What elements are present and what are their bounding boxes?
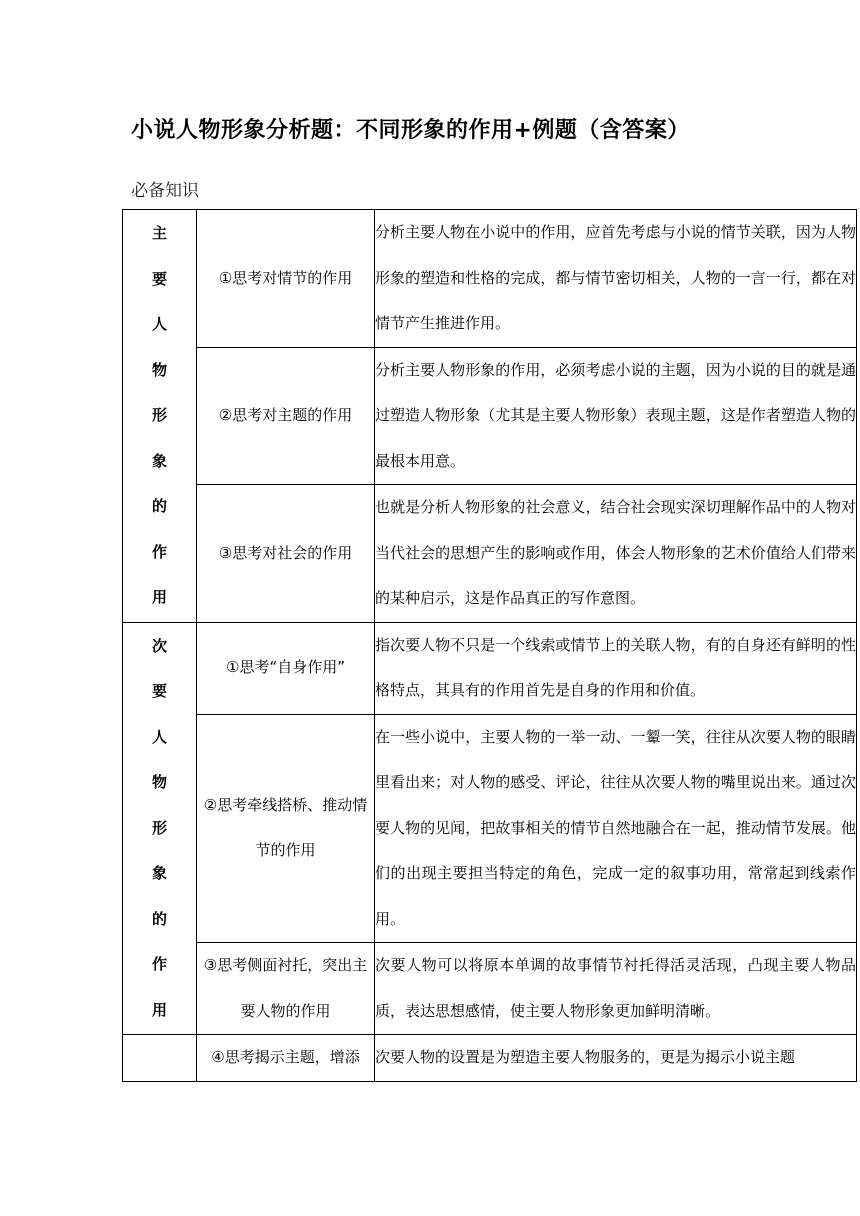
aspect-text: ②思考对主题的作用	[218, 406, 353, 424]
table-row	[123, 210, 857, 348]
category-char: 象	[151, 864, 167, 882]
aspect-cell	[197, 714, 375, 943]
category-main-label	[123, 211, 196, 621]
aspect-text: ④思考揭示主题，增添	[211, 1048, 360, 1067]
aspect-cell	[197, 347, 375, 485]
category-char: 用	[151, 1000, 167, 1019]
aspect-text: ①思考“自身作用”	[226, 658, 345, 677]
description-cell: 次要人物可以将原本单调的故事情节衬托得活灵活现，凸现主要人物品质，表达思想感情，使主要人物形象更加鲜明清晰。	[375, 943, 857, 1035]
section-heading: 必备知识	[131, 181, 199, 201]
description-cell: 在一些小说中，主要人物的一举一动、一颦一笑，往往从次要人物的眼睛里看出来；对人物的感受、评论，往往从次要人物的嘴里说出来。通过次要人物的见闻，把故事相关的情节自然地融合在一起，推动情节发展。他们的出现主要担当特定的角色，完成一定的叙事功用，常常起到线索作用。	[375, 714, 857, 943]
aspect-text: ②思考牵线搭桥、推动情节的作用	[203, 795, 368, 860]
category-secondary	[123, 622, 197, 1035]
category-char: 次	[151, 636, 167, 655]
category-char: 形	[151, 406, 167, 424]
category-char: 人	[151, 315, 167, 333]
category-char: 人	[151, 727, 167, 746]
description-cell: 分析主要人物形象的作用，必须考虑小说的主题，因为小说的目的就是通过塑造人物形象（尤其是主要人物形象）表现主题，这是作者塑造人物的最根本用意。	[375, 347, 857, 485]
aspect-text: ①思考对情节的作用	[218, 268, 353, 287]
aspect-text: ③思考对社会的作用	[218, 543, 353, 562]
category-char: 要	[151, 269, 167, 288]
category-char: 作	[151, 955, 167, 973]
aspect-cell	[197, 485, 375, 623]
aspect-cell	[197, 1035, 375, 1082]
category-char: 要	[151, 682, 167, 700]
knowledge-table	[122, 209, 857, 1082]
table-row	[123, 485, 857, 623]
description-cell: 分析主要人物在小说中的作用，应首先考虑与小说的情节关联，因为人物形象的塑造和性格的完成，都与情节密切相关，人物的一言一行，都在对情节产生推进作用。	[375, 210, 857, 348]
aspect-cell	[197, 943, 375, 1035]
category-char: 主	[151, 224, 167, 242]
table-row	[123, 714, 857, 943]
category-main	[123, 210, 197, 623]
table-row	[123, 347, 857, 485]
description-cell: 也就是分析人物形象的社会意义，结合社会现实深切理解作品中的人物对当代社会的思想产生的影响或作用，体会人物形象的艺术价值给人们带来的某种启示，这是作品真正的写作意图。	[375, 485, 857, 623]
page-title: 小说人物形象分析题：不同形象的作用+例题（含答案）	[131, 118, 690, 143]
table-row	[123, 1035, 857, 1082]
table-row	[123, 943, 857, 1035]
category-char: 作	[151, 542, 167, 561]
category-char: 的	[151, 909, 167, 928]
table-row	[123, 622, 857, 714]
aspect-text: ③思考侧面衬托，突出主要人物的作用	[203, 956, 368, 1020]
category-secondary-label	[123, 624, 196, 1034]
aspect-cell	[197, 210, 375, 348]
category-char: 用	[151, 588, 167, 606]
category-char: 的	[151, 497, 167, 515]
category-char: 象	[151, 451, 167, 470]
category-char: 物	[151, 360, 167, 379]
aspect-cell	[197, 622, 375, 714]
description-cell: 指次要人物不只是一个线索或情节上的关联人物，有的自身还有鲜明的性格特点，其具有的作用首先是自身的作用和价值。	[375, 622, 857, 714]
category-char: 物	[151, 773, 167, 791]
category-char: 形	[151, 818, 167, 837]
description-cell: 次要人物的设置是为塑造主要人物服务的，更是为揭示小说主题	[375, 1035, 857, 1082]
category-empty	[123, 1035, 197, 1082]
